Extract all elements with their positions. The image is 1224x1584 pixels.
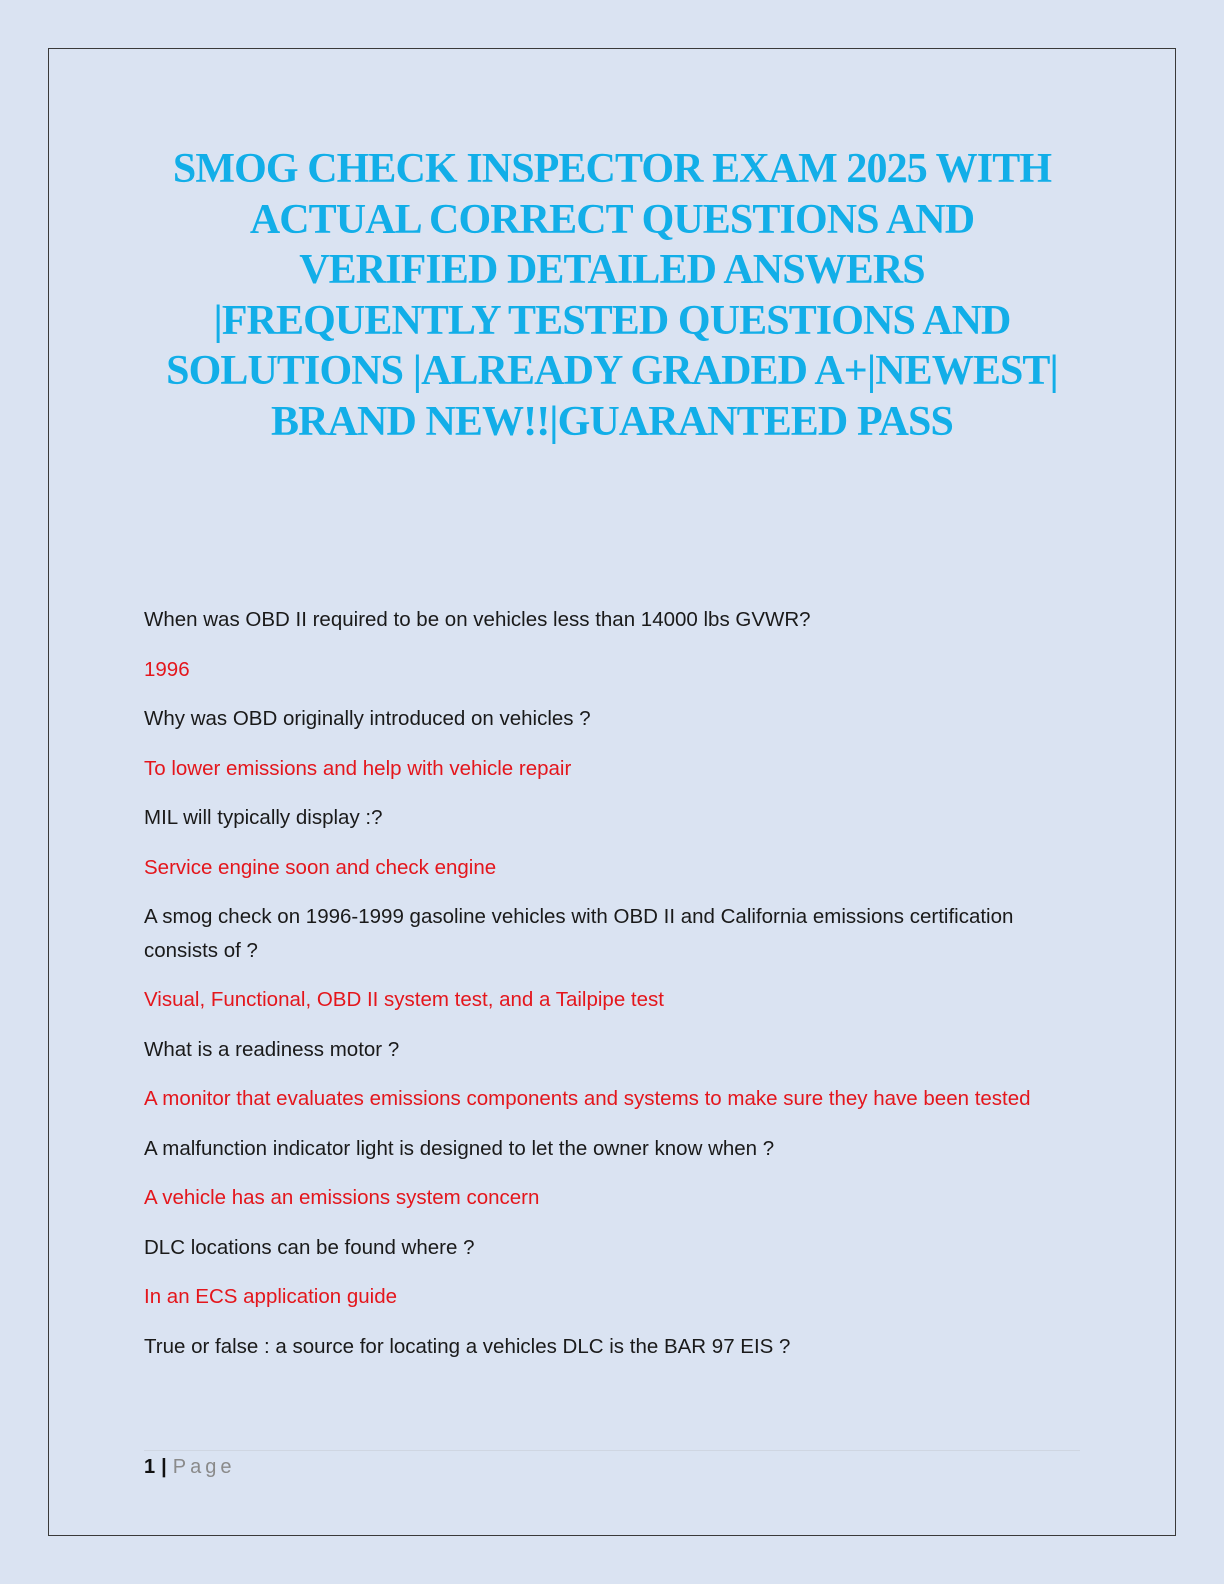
document-title <box>130 144 1094 447</box>
question-text: What is a readiness motor ? <box>144 1037 400 1061</box>
answer-text: 1996 <box>144 657 190 681</box>
question-answer-list <box>144 603 1084 1379</box>
question-text: DLC locations can be found where ? <box>144 1235 475 1259</box>
title-line: ACTUAL CORRECT QUESTIONS AND <box>249 196 975 243</box>
page-label: Page <box>172 1456 236 1478</box>
page-number: 1 <box>144 1456 156 1478</box>
page-footer <box>144 1454 235 1480</box>
question-text: MIL will typically display :? <box>144 806 383 829</box>
title-line: BRAND NEW!!|GUARANTEED PASS <box>271 398 953 445</box>
question-text: A smog check on 1996-1999 gasoline vehicles with OBD II and California emissions certification consists of ? <box>144 905 1014 962</box>
title-line: SOLUTIONS |ALREADY GRADED A+|NEWEST| <box>166 348 1058 394</box>
footer-separator: | <box>161 1456 167 1478</box>
answer-text: A monitor that evaluates emissions components and systems to make sure they have been tested <box>144 1087 1031 1110</box>
answer-text: In an ECS application guide <box>144 1285 398 1308</box>
question-text: A malfunction indicator light is designed to let the owner know when ? <box>144 1136 775 1160</box>
answer-text: Service engine soon and check engine <box>144 855 497 879</box>
question-text: True or false : a source for locating a vehicles DLC is the BAR 97 EIS ? <box>144 1334 791 1358</box>
title-line: |FREQUENTLY TESTED QUESTIONS AND <box>213 297 1011 344</box>
question-text: When was OBD II required to be on vehicles less than 14000 lbs GVWR? <box>144 608 811 631</box>
answer-text: A vehicle has an emissions system concern <box>144 1186 540 1209</box>
answer-text: To lower emissions and help with vehicle repair <box>144 756 572 780</box>
title-line: SMOG CHECK INSPECTOR EXAM 2025 WITH <box>172 146 1052 192</box>
answer-text: Visual, Functional, OBD II system test, and a Tailpipe test <box>144 988 664 1011</box>
footer-divider <box>144 1450 1080 1451</box>
question-text: Why was OBD originally introduced on vehicles ? <box>144 707 591 730</box>
title-line: VERIFIED DETAILED ANSWERS <box>299 247 925 293</box>
